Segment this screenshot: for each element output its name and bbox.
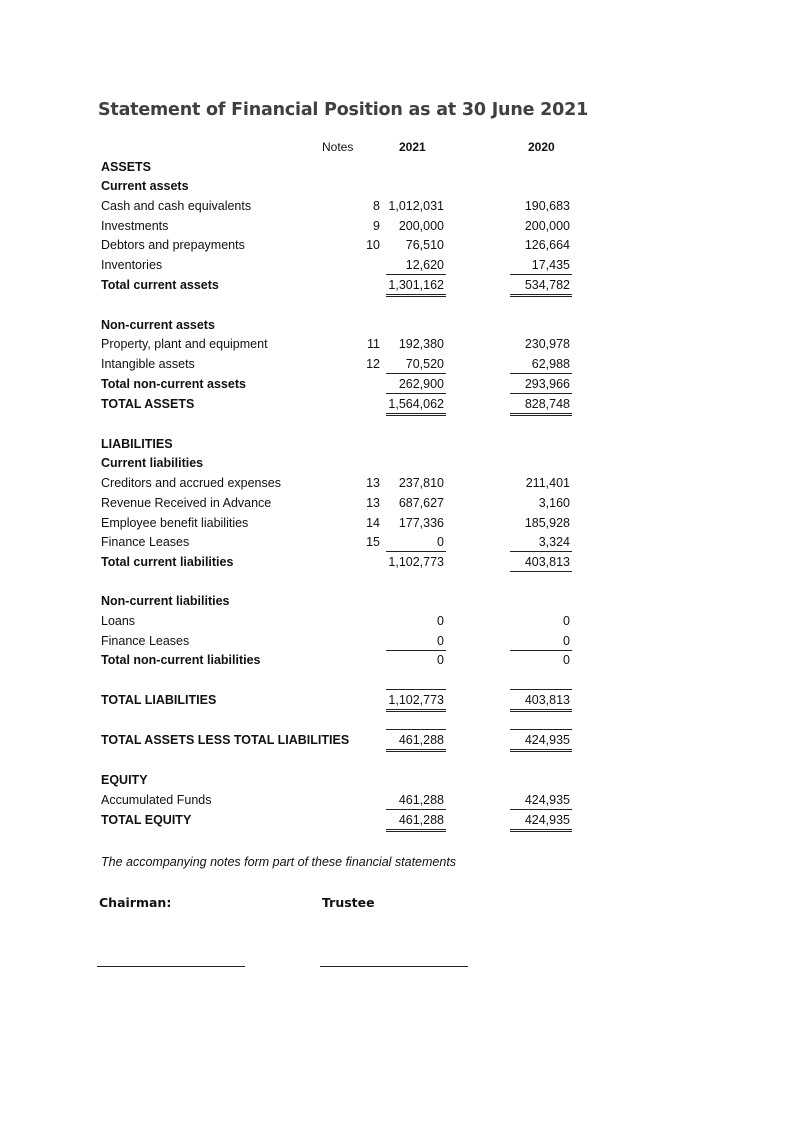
footnote: The accompanying notes form part of these financial statements xyxy=(101,855,457,869)
total-underline xyxy=(386,749,446,750)
total-underline xyxy=(510,829,572,830)
row-label: Accumulated Funds xyxy=(101,793,212,807)
row-value-2020: 424,935 xyxy=(524,793,570,807)
total-underline xyxy=(386,373,446,374)
table-row xyxy=(0,516,806,535)
row-label: TOTAL EQUITY xyxy=(101,813,192,827)
row-value-2021: 192,380 xyxy=(398,337,444,351)
total-underline xyxy=(510,711,572,712)
row-note: 14 xyxy=(366,516,380,530)
table-row xyxy=(0,318,806,337)
row-note: 12 xyxy=(366,357,380,371)
total-underline xyxy=(386,274,446,275)
row-value-2020: 230,978 xyxy=(524,337,570,351)
row-label: Property, plant and equipment xyxy=(101,337,268,351)
table-row xyxy=(0,476,806,495)
total-underline xyxy=(510,373,572,374)
total-underline xyxy=(386,711,446,712)
total-underline xyxy=(386,413,446,414)
row-label: TOTAL ASSETS xyxy=(101,397,195,411)
row-label: Total current liabilities xyxy=(101,555,234,569)
row-label: Investments xyxy=(101,219,169,233)
row-label: Debtors and prepayments xyxy=(101,238,245,252)
row-label: Current assets xyxy=(101,179,189,193)
row-value-2020: 293,966 xyxy=(524,377,570,391)
row-note: 15 xyxy=(366,535,380,549)
row-value-2021: 461,288 xyxy=(398,733,444,747)
row-value-2021: 1,012,031 xyxy=(388,199,444,213)
year-2020-column-header: 2020 xyxy=(528,140,555,154)
total-underline xyxy=(386,709,446,710)
total-underline xyxy=(510,296,572,297)
chairman-label: Chairman: xyxy=(99,895,172,910)
table-row xyxy=(0,653,806,672)
total-underline xyxy=(510,831,572,832)
row-value-2020: 424,935 xyxy=(524,733,570,747)
total-underline xyxy=(510,749,572,750)
row-value-2021: 0 xyxy=(437,535,444,549)
table-row xyxy=(0,614,806,633)
table-row xyxy=(0,160,806,179)
row-label: Total current assets xyxy=(101,278,219,292)
total-underline xyxy=(510,571,572,572)
row-value-2020: 3,160 xyxy=(538,496,570,510)
total-underline xyxy=(510,689,572,690)
table-row xyxy=(0,456,806,475)
row-value-2020: 534,782 xyxy=(524,278,570,292)
total-underline xyxy=(386,650,446,651)
row-value-2021: 1,564,062 xyxy=(388,397,444,411)
row-note: 10 xyxy=(366,238,380,252)
table-row xyxy=(0,219,806,238)
total-underline xyxy=(510,551,572,552)
row-value-2020: 190,683 xyxy=(524,199,570,213)
total-underline xyxy=(510,809,572,810)
row-value-2021: 200,000 xyxy=(398,219,444,233)
total-underline xyxy=(386,729,446,730)
row-value-2021: 237,810 xyxy=(398,476,444,490)
row-value-2021: 687,627 xyxy=(398,496,444,510)
row-value-2021: 70,520 xyxy=(405,357,444,371)
table-row xyxy=(0,199,806,218)
total-underline xyxy=(386,393,446,394)
row-label: Total non-current liabilities xyxy=(101,653,261,667)
table-row xyxy=(0,594,806,613)
row-value-2021: 461,288 xyxy=(398,793,444,807)
row-note: 13 xyxy=(366,496,380,510)
table-row xyxy=(0,555,806,574)
total-underline xyxy=(510,274,572,275)
trustee-signature-line xyxy=(320,966,468,967)
total-underline xyxy=(510,650,572,651)
total-underline xyxy=(386,809,446,810)
row-value-2020: 424,935 xyxy=(524,813,570,827)
row-label: LIABILITIES xyxy=(101,437,173,451)
row-label: TOTAL LIABILITIES xyxy=(101,693,217,707)
row-value-2020: 0 xyxy=(563,634,570,648)
row-value-2020: 17,435 xyxy=(531,258,570,272)
row-label: TOTAL ASSETS LESS TOTAL LIABILITIES xyxy=(101,733,350,747)
total-underline xyxy=(386,751,446,752)
notes-column-header: Notes xyxy=(322,140,354,154)
total-underline xyxy=(386,415,446,416)
row-label: Cash and cash equivalents xyxy=(101,199,252,213)
chairman-signature-line xyxy=(97,966,245,967)
row-value-2020: 0 xyxy=(563,614,570,628)
total-underline xyxy=(386,296,446,297)
row-note: 8 xyxy=(373,199,380,213)
row-value-2020: 0 xyxy=(563,653,570,667)
row-value-2021: 0 xyxy=(437,614,444,628)
row-value-2020: 828,748 xyxy=(524,397,570,411)
table-row xyxy=(0,179,806,198)
row-value-2020: 3,324 xyxy=(538,535,570,549)
row-label: Total non-current assets xyxy=(101,377,246,391)
row-value-2020: 200,000 xyxy=(524,219,570,233)
table-row xyxy=(0,496,806,515)
row-value-2021: 0 xyxy=(437,653,444,667)
statement-title: Statement of Financial Position as at 30 June 2021 xyxy=(98,100,589,120)
table-row xyxy=(0,337,806,356)
row-label: Employee benefit liabilities xyxy=(101,516,249,530)
total-underline xyxy=(386,294,446,295)
row-label: Finance Leases xyxy=(101,535,190,549)
total-underline xyxy=(386,831,446,832)
row-value-2021: 12,620 xyxy=(405,258,444,272)
row-value-2020: 126,664 xyxy=(524,238,570,252)
row-label: Creditors and accrued expenses xyxy=(101,476,281,490)
row-value-2021: 1,102,773 xyxy=(388,693,444,707)
table-row xyxy=(0,437,806,456)
year-2021-column-header: 2021 xyxy=(399,140,426,154)
row-value-2021: 461,288 xyxy=(398,813,444,827)
row-label: Non-current liabilities xyxy=(101,594,230,608)
row-label: ASSETS xyxy=(101,160,152,174)
table-row xyxy=(0,238,806,257)
total-underline xyxy=(510,393,572,394)
row-label: Finance Leases xyxy=(101,634,190,648)
total-underline xyxy=(510,729,572,730)
table-row xyxy=(0,773,806,792)
row-value-2021: 76,510 xyxy=(405,238,444,252)
total-underline xyxy=(510,415,572,416)
row-value-2020: 403,813 xyxy=(524,555,570,569)
total-underline xyxy=(386,551,446,552)
row-note: 11 xyxy=(367,337,380,351)
total-underline xyxy=(510,751,572,752)
row-label: EQUITY xyxy=(101,773,148,787)
total-underline xyxy=(510,709,572,710)
total-underline xyxy=(510,294,572,295)
row-value-2021: 1,301,162 xyxy=(388,278,444,292)
row-note: 13 xyxy=(366,476,380,490)
total-underline xyxy=(386,689,446,690)
row-value-2021: 1,102,773 xyxy=(388,555,444,569)
row-label: Loans xyxy=(101,614,136,628)
row-label: Inventories xyxy=(101,258,163,272)
row-value-2020: 62,988 xyxy=(531,357,570,371)
row-value-2020: 185,928 xyxy=(524,516,570,530)
row-value-2021: 177,336 xyxy=(398,516,444,530)
row-note: 9 xyxy=(373,219,380,233)
row-value-2020: 211,401 xyxy=(525,476,570,490)
row-label: Non-current assets xyxy=(101,318,215,332)
total-underline xyxy=(386,829,446,830)
total-underline xyxy=(510,413,572,414)
row-value-2021: 262,900 xyxy=(398,377,444,391)
row-label: Intangible assets xyxy=(101,357,195,371)
trustee-label: Trustee xyxy=(322,895,375,910)
row-label: Revenue Received in Advance xyxy=(101,496,272,510)
row-label: Current liabilities xyxy=(101,456,204,470)
row-value-2020: 403,813 xyxy=(524,693,570,707)
row-value-2021: 0 xyxy=(437,634,444,648)
